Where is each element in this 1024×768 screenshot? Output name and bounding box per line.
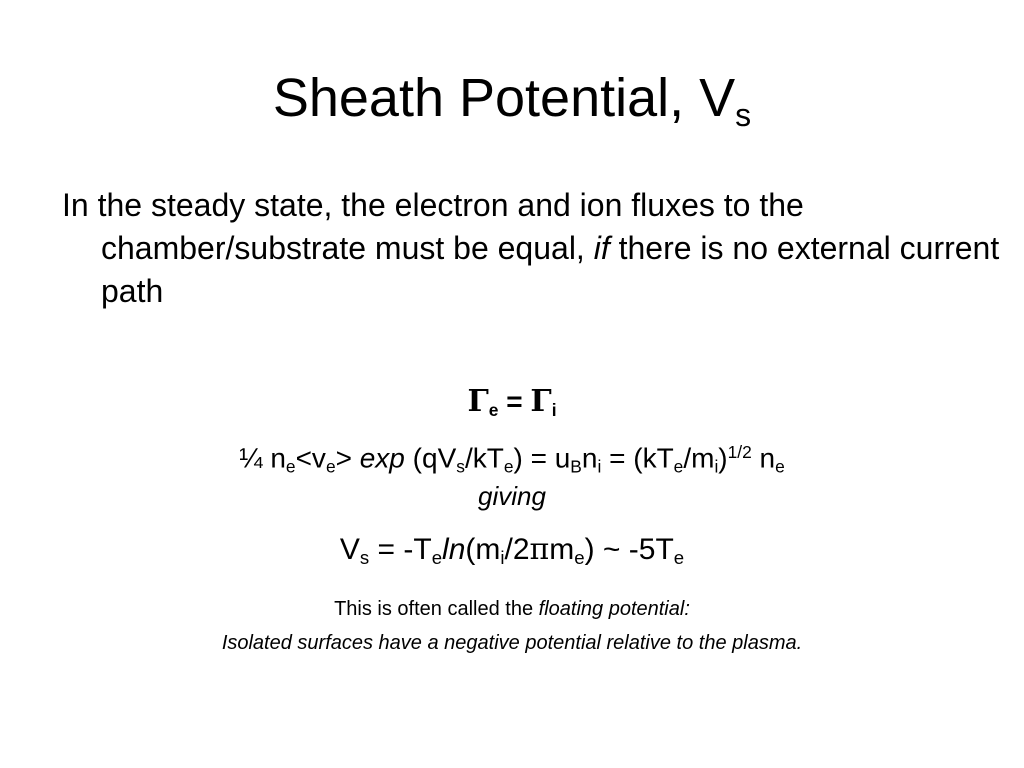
isolated-surfaces-note: Isolated surfaces have a negative potential relative to the plasma. (221, 632, 803, 654)
eq-sub: e (775, 456, 785, 477)
eq-sub: e (285, 456, 296, 477)
eq-exp: exp (359, 442, 405, 474)
gamma-ion-symbol: Γ (530, 384, 552, 419)
eq-sub: e (673, 547, 685, 569)
eq-sup: 1/2 (727, 442, 752, 462)
eq-kt: /kT (464, 442, 504, 474)
eq-n-tail: n (751, 442, 776, 474)
gamma-ion-subscript: i (551, 399, 557, 420)
eq-sub: i (500, 547, 505, 569)
paragraph-text-end: there is no external current path (101, 230, 1000, 309)
paragraph-if-word: if (593, 230, 610, 266)
note-text: This is often called the (334, 598, 539, 620)
gamma-electron-symbol: Γ (467, 384, 489, 419)
gamma-equals: = (498, 386, 531, 417)
title-main: Sheath Potential, V (272, 68, 736, 128)
eq-sub: i (714, 456, 719, 477)
eq-m: /m (683, 442, 715, 474)
eq-sub: e (503, 456, 514, 477)
eq-pi: π (529, 532, 550, 567)
eq-u: ) = u (513, 442, 571, 474)
eq-close-v: > (335, 442, 352, 474)
eq-m-open: (m (465, 533, 501, 566)
eq-minus-t: = -T (369, 533, 432, 566)
giving-label: giving (478, 481, 546, 511)
sheath-potential-equation (0, 528, 1024, 580)
eq-m: m (549, 533, 575, 566)
eq-sub: e (431, 547, 443, 569)
eq-sub: e (673, 456, 684, 477)
eq-sub: i (597, 456, 602, 477)
title-subscript: s (735, 97, 752, 133)
floating-potential-note (0, 594, 1024, 624)
intro-paragraph (62, 184, 1001, 313)
eq-qv: (qV (404, 442, 457, 474)
eq-close: ) (718, 442, 728, 474)
slide-title (0, 62, 1024, 151)
eq-approx: ) ~ -5T (584, 533, 674, 566)
eq-sub: e (574, 547, 585, 569)
eq-sub: B (570, 456, 582, 477)
eq-n: n (581, 442, 598, 474)
eq-two: /2 (504, 533, 530, 566)
eq-open-v: <v (295, 442, 326, 474)
paragraph-text-start: In the steady state, the electron and ion fluxes to the chamber/substrate must be equal, (62, 187, 804, 266)
eq-v: V (339, 533, 360, 566)
eq-sub: s (456, 456, 465, 477)
eq-ln: ln (442, 533, 466, 566)
note-floating-potential: floating potential: (538, 598, 690, 620)
gamma-electron-subscript: e (488, 399, 499, 420)
eq-sub: e (325, 456, 336, 477)
flux-equality-equation (0, 382, 1024, 430)
eq-quarter-n: ¼ n (239, 442, 286, 474)
eq-sub: s (359, 547, 370, 569)
eq-kt2: = (kT (601, 442, 674, 474)
